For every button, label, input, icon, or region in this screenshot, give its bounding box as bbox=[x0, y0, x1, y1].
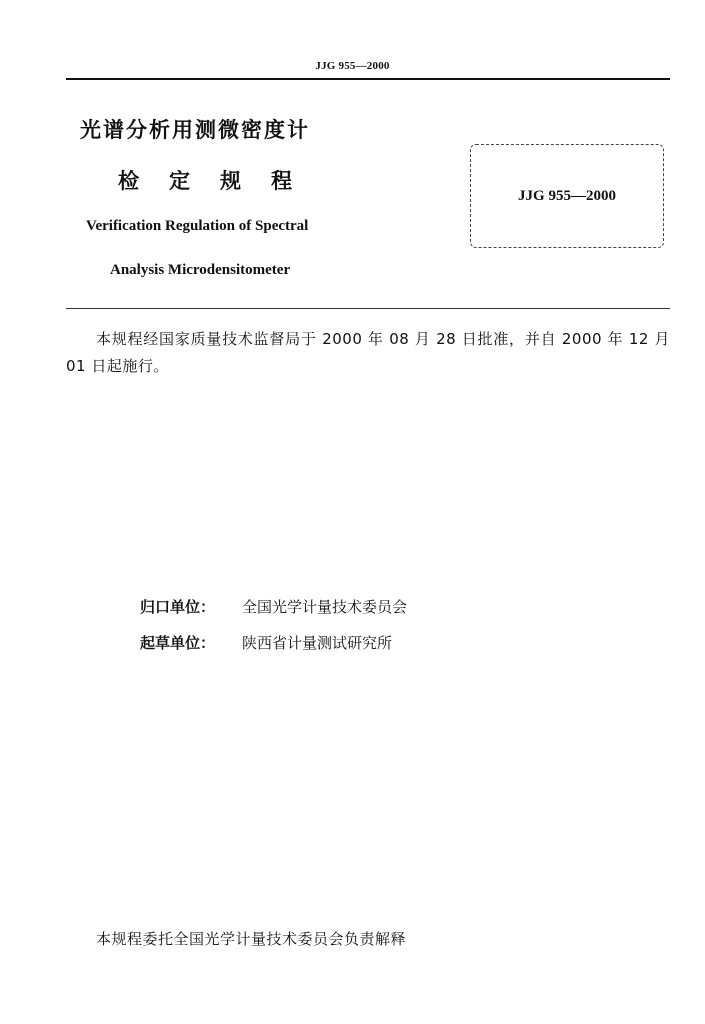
subtitle-chinese: 检定规程 bbox=[118, 169, 322, 193]
title-english-line2: Analysis Microdensitometer bbox=[110, 262, 291, 278]
responsible-unit-label: 归口单位： bbox=[140, 598, 216, 616]
drafting-unit-value: 陕西省计量测试研究所 bbox=[242, 634, 393, 652]
responsible-unit-row bbox=[140, 596, 407, 617]
header-standard-code: JJG 955—2000 bbox=[315, 60, 390, 72]
responsible-unit-value: 全国光学计量技术委员会 bbox=[242, 598, 408, 616]
interpretation-note: 本规程委托全国光学计量技术委员会负责解释 bbox=[96, 930, 407, 948]
drafting-unit-label: 起草单位： bbox=[140, 634, 216, 652]
section-divider bbox=[66, 308, 670, 309]
drafting-unit-row bbox=[140, 632, 392, 653]
approval-statement: 本规程经国家质量技术监督局于 2000 年 08 月 28 日批准，并自 2000 年 12 月 01 日起施行。 bbox=[66, 330, 670, 375]
title-chinese: 光谱分析用测微密度计 bbox=[80, 118, 310, 142]
header-rule bbox=[66, 78, 670, 80]
standard-code-box bbox=[470, 144, 664, 248]
standard-code: JJG 955—2000 bbox=[518, 187, 616, 204]
title-english-line1: Verification Regulation of Spectral bbox=[86, 218, 309, 234]
